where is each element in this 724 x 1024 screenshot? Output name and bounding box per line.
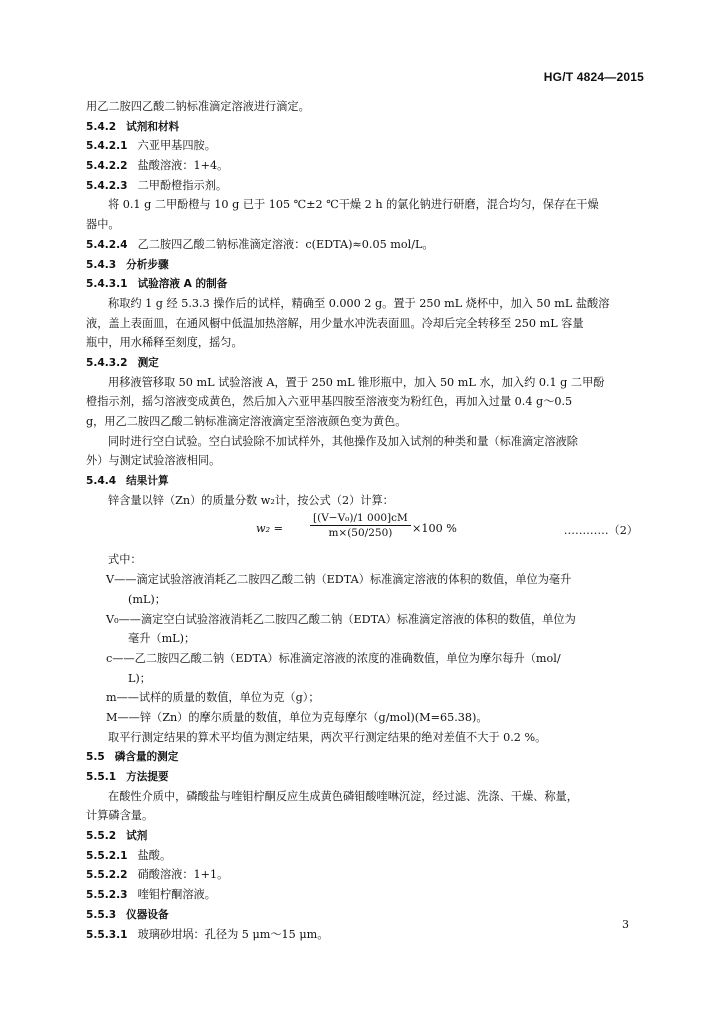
clause-line [86, 846, 640, 866]
line-text: m——试样的质量的数值，单位为克（g）； [106, 691, 320, 705]
clause-line [86, 117, 640, 137]
clause-line [86, 905, 640, 925]
clause-number: 5.4.2.3 [86, 179, 128, 192]
text-line [86, 806, 640, 826]
clause-line [86, 176, 640, 196]
clause-number: 5.5.2.3 [86, 889, 128, 902]
text-line [86, 629, 640, 649]
text-line [86, 649, 640, 669]
line-text: 橙指示剂，摇匀溶液变成黄色，然后加入六亚甲基四胺至溶液变为粉红色，再加入过量 0.4 g～0.5 [86, 395, 573, 409]
clause-number: 5.4.4 [86, 475, 117, 488]
clause-number: 5.5.2.2 [86, 869, 128, 882]
line-text: 取平行测定结果的算术平均值为测定结果，两次平行测定结果的绝对差值不大于 0.2 %。 [108, 730, 547, 744]
clause-line [86, 274, 640, 294]
clause-line [86, 747, 640, 767]
clause-line [86, 865, 640, 885]
line-text: 瓶中，用水稀释至刻度，摇匀。 [86, 336, 243, 350]
formula-number: …………（2） [563, 524, 638, 538]
clause-number: 5.4.2.1 [86, 140, 128, 153]
line-text: 用乙二胺四乙酸二钠标准滴定溶液进行滴定。 [86, 100, 310, 113]
text-line [86, 491, 640, 511]
text-line [86, 97, 640, 117]
line-text: 盐酸溶液：1+4。 [137, 159, 229, 173]
line-text: 六亚甲基四胺。 [137, 139, 216, 153]
line-text: 器中。 [86, 218, 120, 232]
formula-lhs: w₂ = [256, 522, 283, 536]
line-text: 液，盖上表面皿，在通风橱中低温加热溶解，用少量水冲洗表面皿。冷却后完全转移至 250 mL 容量 [86, 316, 584, 330]
clause-line [86, 235, 640, 255]
line-text: V₀——滴定空白试验溶液消耗乙二胺四乙酸二钠（EDTA）标准滴定溶液的体积的数值，单位为 [106, 612, 576, 626]
text-line [86, 708, 640, 728]
clause-number: 5.5.3 [86, 908, 117, 921]
line-text: 外）与测定试验溶液相同。 [86, 454, 221, 468]
text-line [86, 432, 640, 452]
clause-line [86, 255, 640, 275]
clause-title: 结果计算 [126, 475, 169, 488]
clause-number: 5.5.3.1 [86, 928, 128, 941]
text-line [86, 392, 640, 412]
clause-line [86, 826, 640, 846]
text-line [86, 570, 640, 590]
clause-number: 5.5.2 [86, 830, 117, 843]
text-line [86, 688, 640, 708]
clause-line [86, 471, 640, 491]
text-line [86, 787, 640, 807]
clause-title: 试验溶液 A 的制备 [137, 278, 228, 291]
clause-number: 5.5.1 [86, 771, 117, 783]
line-text: 锌含量以锌（Zn）的质量分数 w₂计，按公式（2）计算： [108, 493, 394, 507]
clause-title: 仪器设备 [126, 908, 169, 921]
line-text: 称取约 1 g 经 5.3.3 操作后的试样，精确至 0.000 2 g。置于 250 mL 烧杯中，加入 50 mL 盐酸溶 [108, 296, 610, 310]
clause-line [86, 156, 640, 176]
clause-number: 5.5 [86, 751, 105, 764]
line-text: (mL)； [128, 592, 166, 606]
clause-number: 5.4.2.2 [86, 160, 128, 173]
clause-number: 5.4.3 [86, 258, 117, 271]
line-text: g，用乙二胺四乙酸二钠标准滴定溶液滴定至溶液颜色变为黄色。 [86, 415, 407, 428]
clause-number: 5.5.2.1 [86, 849, 128, 862]
line-text: M——锌（Zn）的摩尔质量的数值，单位为克每摩尔（g/mol)(M=65.38)。 [106, 710, 488, 724]
line-text: 硝酸溶液：1+1。 [137, 868, 229, 882]
clause-title: 方法提要 [126, 771, 169, 783]
clause-line [86, 353, 640, 373]
line-text: 喹钼柠酮溶液。 [137, 888, 216, 902]
text-block-lower [86, 550, 640, 944]
line-text: 二甲酚橙指示剂。 [137, 178, 228, 192]
clause-number: 5.4.2 [86, 120, 117, 133]
page-number: 3 [622, 918, 629, 931]
text-line [86, 314, 640, 334]
line-text: 乙二胺四乙酸二钠标准滴定溶液：c(EDTA)≈0.05 mol/L。 [137, 237, 434, 251]
clause-line [86, 885, 640, 905]
clause-title: 磷含量的测定 [114, 751, 179, 764]
text-line [86, 728, 640, 748]
line-text: 在酸性介质中，磷酸盐与喹钼柠酮反应生成黄色磷钼酸喹啉沉淀，经过滤、洗涤、干燥、称量， [108, 789, 578, 803]
formula-denominator: m×(50/250) [328, 527, 393, 540]
text-line [86, 610, 640, 630]
clause-line [86, 767, 640, 787]
line-text: 将 0.1 g 二甲酚橙与 10 g 已于 105 ℃±2 ℃干燥 2 h 的氯化钠进行研磨，混合均匀，保存在干燥 [108, 198, 599, 212]
text-line [86, 550, 640, 570]
line-text: V——滴定试验溶液消耗乙二胺四乙酸二钠（EDTA）标准滴定溶液的体积的数值，单位为毫升 [106, 573, 572, 587]
clause-title: 试剂 [126, 830, 148, 843]
formula-rhs: ×100 % [412, 522, 457, 536]
line-text: L)； [128, 671, 151, 685]
clause-number: 5.4.2.4 [86, 238, 128, 251]
text-line [86, 195, 640, 215]
text-line [86, 669, 640, 689]
line-text: 毫升（mL)； [128, 632, 196, 646]
text-line [86, 451, 640, 471]
document-body [86, 97, 640, 944]
line-text: 同时进行空白试验。空白试验除不加试样外，其他操作及加入试剂的种类和量（标准滴定溶液除 [108, 434, 578, 448]
text-block-upper [86, 97, 640, 510]
line-text: 式中： [108, 553, 142, 567]
clause-number: 5.4.3.1 [86, 278, 128, 291]
line-text: 计算磷含量。 [86, 809, 154, 823]
clause-title: 试剂和材料 [126, 120, 180, 133]
formula-fraction [310, 512, 411, 539]
clause-line [86, 925, 640, 945]
clause-title: 测定 [137, 356, 159, 369]
line-text: c——乙二胺四乙酸二钠（EDTA）标准滴定溶液的浓度的准确数值，单位为摩尔每升（mol/ [106, 651, 561, 665]
standard-code-header: HG/T 4824—2015 [543, 70, 644, 84]
text-line [86, 294, 640, 314]
text-line [86, 215, 640, 235]
line-text: 盐酸。 [137, 848, 172, 862]
text-line [86, 373, 640, 393]
line-text: 用移液管移取 50 mL 试验溶液 A，置于 250 mL 锥形瓶中，加入 50 mL 水，加入约 0.1 g 二甲酚 [108, 375, 605, 389]
clause-title: 分析步骤 [126, 258, 169, 271]
formula-2 [86, 512, 640, 548]
clause-line [86, 136, 640, 156]
text-line [86, 590, 640, 610]
clause-number: 5.4.3.2 [86, 356, 128, 369]
text-line [86, 333, 640, 353]
line-text: 玻璃砂坩埚：孔径为 5 μm～15 μm。 [137, 927, 329, 941]
formula-numerator: [(V−V₀)/1 000]cM [310, 512, 411, 526]
text-line [86, 412, 640, 432]
